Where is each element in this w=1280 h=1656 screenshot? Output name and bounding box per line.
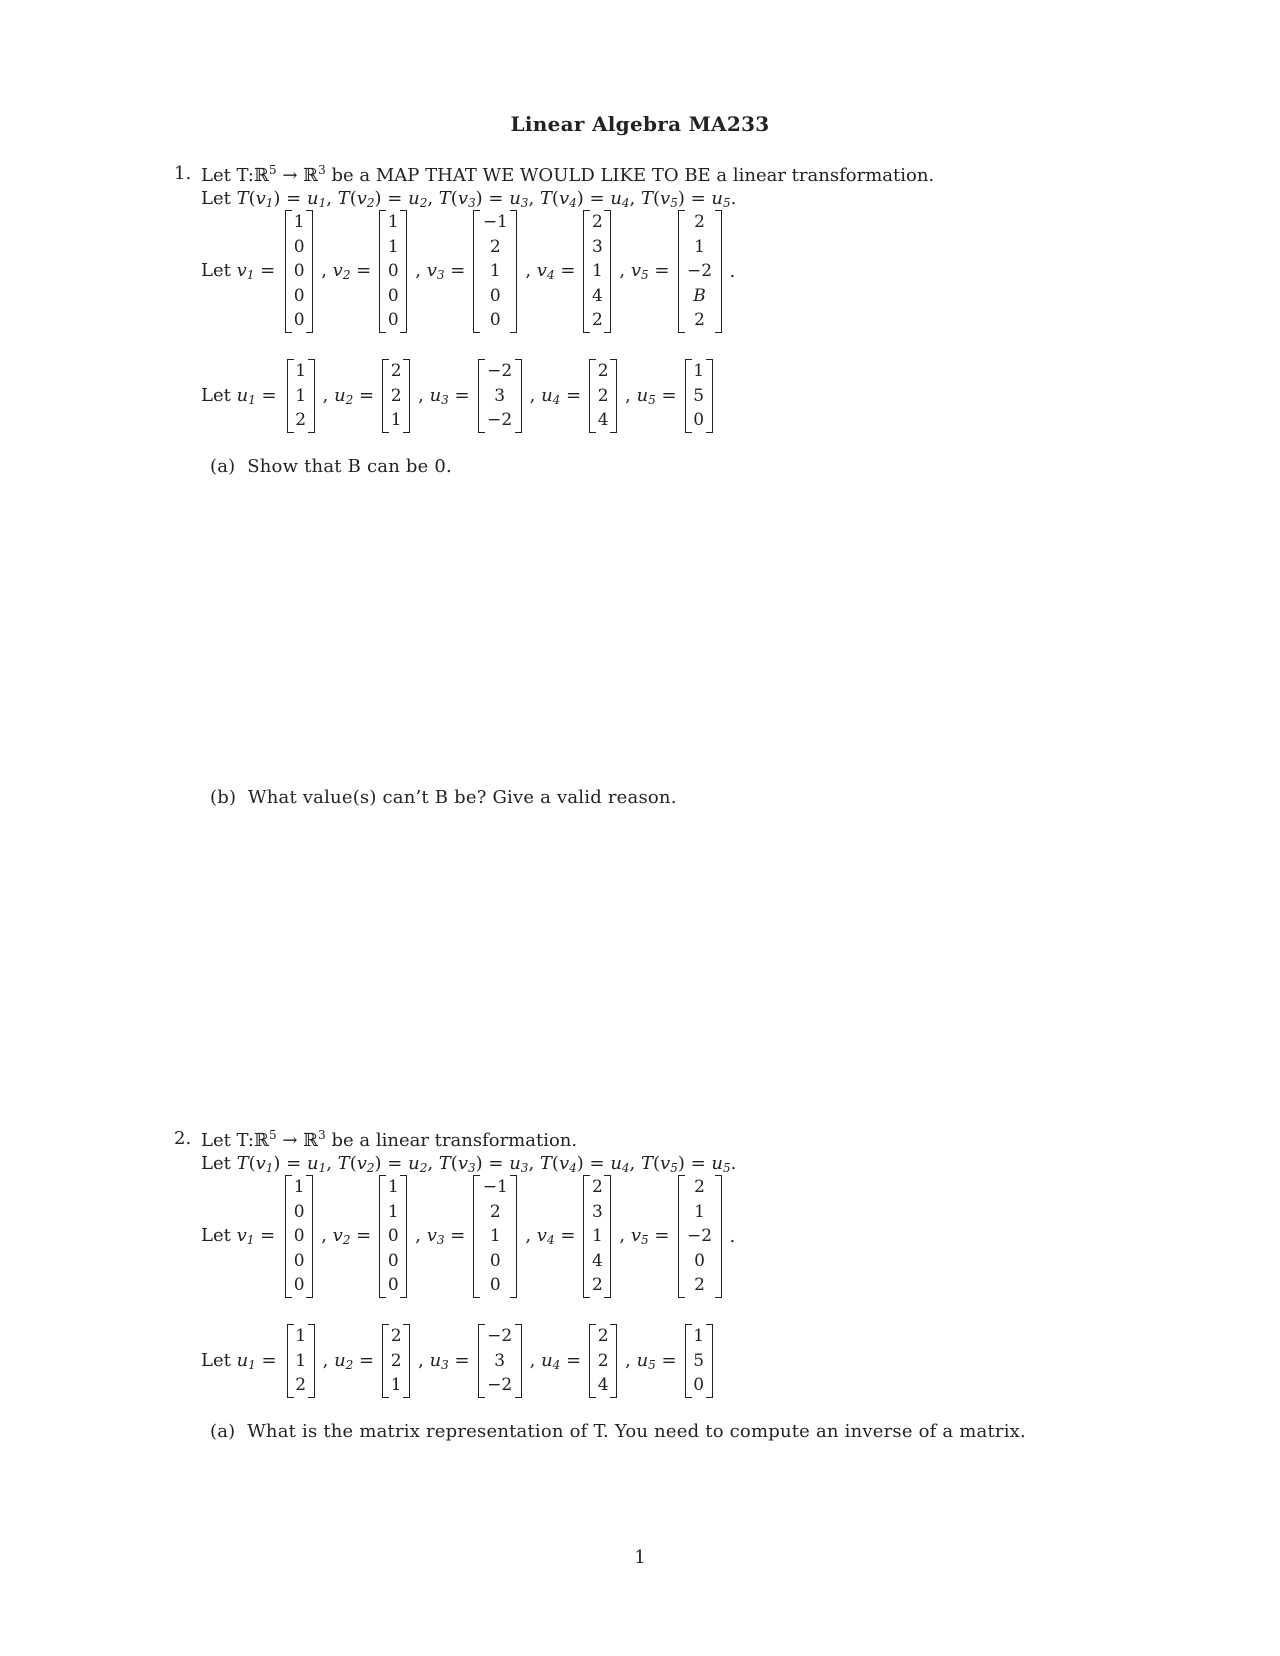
- vector-label-u3: , $u_3$ =: [418, 1349, 470, 1372]
- matrix-entry: 0: [489, 1275, 501, 1296]
- codomain-space: ℝ$^3$: [303, 163, 326, 186]
- matrix-u4: [589, 359, 617, 433]
- matrix-entry: 1: [694, 1201, 705, 1222]
- mapping-4: $T(v_4) = u_4$,: [539, 1153, 641, 1175]
- matrix-entry: 2: [390, 385, 402, 406]
- variable-v4: $v_4$: [558, 1153, 577, 1175]
- variable-v4: $v_4$: [536, 260, 555, 283]
- mapping-5: $T(v_5) = u_5$.: [641, 188, 737, 210]
- matrix-entry: 2: [694, 212, 705, 232]
- matrix-entry: 0: [293, 236, 305, 257]
- matrix-entry: B: [693, 285, 706, 306]
- vector-label-u5: , $u_5$ =: [625, 1349, 677, 1372]
- matrix-entry: −2: [487, 361, 513, 381]
- vector-label-v3: , $v_3$ =: [415, 260, 466, 283]
- matrix-entry: 0: [387, 1275, 399, 1296]
- variable-v1: $v_1$: [255, 188, 274, 210]
- matrix-entry: 1: [387, 212, 399, 232]
- variable-v4: $v_4$: [558, 188, 577, 210]
- variable-v1: $v_1$: [236, 1225, 255, 1248]
- matrix-entry: 5: [693, 385, 705, 406]
- matrix-u1: [287, 359, 315, 433]
- matrix-entry: 5: [693, 1350, 705, 1371]
- variable-u2: $u_2$: [334, 384, 354, 407]
- matrix-entry: 1: [489, 261, 501, 282]
- question-1-statement: [201, 163, 934, 186]
- matrix-entry: 2: [694, 1177, 705, 1197]
- matrix-v2: [379, 1175, 407, 1298]
- statement-prefix: Let T:: [201, 1130, 254, 1151]
- matrix-entry: 0: [694, 1250, 705, 1271]
- matrix-entry: 1: [694, 236, 705, 257]
- matrix-entry: 4: [592, 1250, 603, 1271]
- codomain-space: ℝ$^3$: [303, 1128, 326, 1151]
- variable-v5: $v_5$: [630, 260, 649, 283]
- matrix-entry: 1: [293, 1177, 305, 1197]
- variable-u2: $u_2$: [334, 1349, 354, 1372]
- matrix-v4: [583, 1175, 611, 1298]
- matrix-entry: 2: [592, 212, 603, 232]
- matrix-u1: [287, 1324, 315, 1398]
- matrix-entry: 0: [293, 1201, 305, 1222]
- vector-label-u2: , $u_2$ =: [322, 1349, 375, 1372]
- variable-v4: $v_4$: [536, 1225, 555, 1248]
- matrix-entry: 1: [387, 236, 399, 257]
- arrow-symbol: →: [282, 1130, 298, 1151]
- mapping-3: $T(v_3) = u_3$,: [438, 188, 540, 210]
- matrix-entry: 1: [387, 1177, 399, 1197]
- mapping-3: $T(v_3) = u_3$,: [438, 1153, 540, 1175]
- variable-v2: $v_2$: [356, 1153, 375, 1175]
- arrow-symbol: →: [282, 165, 298, 186]
- trailing-period: .: [729, 260, 736, 282]
- mapping-1: $T(v_1) = u_1$,: [236, 1153, 338, 1175]
- statement-suffix: be a MAP THAT WE WOULD LIKE TO BE a linear transformation.: [331, 165, 935, 186]
- page-number: 1: [634, 1547, 646, 1568]
- matrix-entry: 2: [694, 1275, 705, 1296]
- matrix-entry: 1: [387, 1201, 399, 1222]
- matrix-entry: 2: [592, 1275, 603, 1296]
- matrix-entry: 1: [293, 212, 305, 232]
- variable-u4: $u_4$: [610, 1153, 630, 1175]
- matrix-entry: 0: [293, 261, 305, 282]
- matrix-u3: [478, 359, 522, 433]
- vector-label-u5: , $u_5$ =: [625, 384, 677, 407]
- vector-label-u3: , $u_3$ =: [418, 384, 470, 407]
- matrix-entry: 1: [295, 1326, 307, 1346]
- matrix-entry: −1: [482, 212, 508, 232]
- variable-u4: $u_4$: [541, 1349, 561, 1372]
- matrix-entry: 2: [694, 310, 705, 331]
- matrix-entry: 2: [592, 310, 603, 331]
- statement-suffix: be a linear transformation.: [331, 1130, 578, 1151]
- matrix-entry: 2: [597, 1350, 609, 1371]
- matrix-entry: 1: [295, 385, 307, 406]
- variable-v3: $v_3$: [426, 260, 445, 283]
- variable-u3: $u_3$: [429, 384, 449, 407]
- matrix-entry: −2: [686, 1226, 713, 1247]
- vector-label-u4: , $u_4$ =: [529, 1349, 582, 1372]
- matrix-v3: [473, 1175, 517, 1298]
- variable-v1: $v_1$: [255, 1153, 274, 1175]
- variable-u3: $u_3$: [429, 1349, 449, 1372]
- matrix-entry: 1: [693, 1326, 705, 1346]
- matrix-entry: 0: [387, 310, 399, 331]
- matrix-entry: 1: [390, 1375, 402, 1396]
- matrix-entry: 2: [597, 385, 609, 406]
- matrix-entry: 2: [390, 1350, 402, 1371]
- matrix-v3: [473, 210, 517, 333]
- matrix-entry: 2: [489, 1201, 501, 1222]
- let-word: Let: [201, 1153, 237, 1174]
- matrix-entry: 3: [592, 236, 603, 257]
- question-2-u-vectors: [201, 1324, 717, 1398]
- variable-v1: $v_1$: [236, 260, 255, 283]
- matrix-entry: 3: [494, 385, 506, 406]
- mapping-5: $T(v_5) = u_5$.: [641, 1153, 737, 1175]
- matrix-v2: [379, 210, 407, 333]
- variable-u5: $u_5$: [711, 188, 731, 210]
- mapping-2: $T(v_2) = u_2$,: [337, 1153, 439, 1175]
- vector-label-v5: , $v_5$ =: [619, 260, 670, 283]
- matrix-entry: 2: [597, 361, 609, 381]
- matrix-entry: 0: [387, 285, 399, 306]
- matrix-entry: 0: [293, 285, 305, 306]
- matrix-entry: −1: [482, 1177, 508, 1197]
- matrix-entry: 0: [489, 310, 501, 331]
- vector-label-v2: , $v_2$ =: [321, 1225, 372, 1248]
- vector-label-v4: , $v_4$ =: [525, 1225, 576, 1248]
- matrix-v1: [285, 210, 313, 333]
- question-2-v-vectors: [201, 1175, 739, 1298]
- variable-u4: $u_4$: [610, 188, 630, 210]
- matrix-entry: 2: [390, 361, 402, 381]
- variable-u1: $u_1$: [236, 384, 256, 407]
- variable-u2: $u_2$: [408, 1153, 428, 1175]
- matrix-entry: 0: [693, 1375, 705, 1396]
- question-1-images-line: [201, 188, 736, 210]
- variable-v3: $v_3$: [426, 1225, 445, 1248]
- variable-u2: $u_2$: [408, 188, 428, 210]
- question-1-number: 1.: [174, 163, 192, 184]
- matrix-entry: 3: [592, 1201, 603, 1222]
- variable-u4: $u_4$: [541, 384, 561, 407]
- matrix-u3: [478, 1324, 522, 1398]
- domain-space: ℝ$^5$: [254, 163, 277, 186]
- matrix-entry: 1: [693, 361, 705, 381]
- matrix-entry: 1: [390, 410, 402, 431]
- matrix-entry: 2: [592, 1177, 603, 1197]
- question-2-images-line: [201, 1153, 736, 1175]
- matrix-entry: 0: [387, 1226, 399, 1247]
- variable-u3: $u_3$: [509, 188, 529, 210]
- vector-label-v1: Let $v_1$ =: [201, 1225, 276, 1248]
- variable-u1: $u_1$: [306, 1153, 327, 1175]
- matrix-u2: [382, 359, 410, 433]
- matrix-v5: [678, 1175, 722, 1298]
- matrix-entry: −2: [686, 261, 713, 282]
- matrix-u2: [382, 1324, 410, 1398]
- matrix-entry: 0: [489, 1250, 501, 1271]
- variable-v2: $v_2$: [356, 188, 375, 210]
- matrix-v1: [285, 1175, 313, 1298]
- question-1-part-b: (b) What value(s) can’t B be? Give a valid reason.: [210, 787, 677, 808]
- matrix-entry: −2: [487, 1375, 513, 1396]
- matrix-entry: 1: [295, 361, 307, 381]
- vector-label-u4: , $u_4$ =: [529, 384, 582, 407]
- matrix-entry: 0: [293, 1275, 305, 1296]
- question-1-part-a: (a) Show that B can be 0.: [210, 456, 452, 477]
- matrix-entry: 3: [494, 1350, 506, 1371]
- page-title: Linear Algebra MA233: [510, 112, 770, 136]
- variable-u3: $u_3$: [509, 1153, 529, 1175]
- vector-label-v2: , $v_2$ =: [321, 260, 372, 283]
- matrix-v5: [678, 210, 722, 333]
- question-2-number: 2.: [174, 1128, 192, 1149]
- matrix-entry: 1: [592, 261, 603, 282]
- matrix-entry: 1: [592, 1226, 603, 1247]
- matrix-v4: [583, 210, 611, 333]
- matrix-entry: 2: [597, 1326, 609, 1346]
- matrix-entry: 0: [387, 1250, 399, 1271]
- matrix-entry: −2: [487, 410, 513, 431]
- mapping-4: $T(v_4) = u_4$,: [539, 188, 641, 210]
- matrix-entry: 2: [390, 1326, 402, 1346]
- matrix-entry: 0: [489, 285, 501, 306]
- matrix-entry: 0: [387, 261, 399, 282]
- matrix-entry: 4: [597, 1375, 609, 1396]
- matrix-entry: −2: [487, 1326, 513, 1346]
- trailing-period: .: [729, 1225, 736, 1247]
- matrix-entry: 2: [295, 410, 307, 431]
- variable-u5: $u_5$: [636, 1349, 656, 1372]
- question-1-v-vectors: [201, 210, 739, 333]
- matrix-entry: 2: [295, 1375, 307, 1396]
- matrix-entry: 1: [295, 1350, 307, 1371]
- matrix-u5: [685, 1324, 713, 1398]
- question-2-statement: [201, 1128, 577, 1151]
- vector-label-u2: , $u_2$ =: [322, 384, 375, 407]
- variable-v3: $v_3$: [457, 188, 476, 210]
- statement-prefix: Let T:: [201, 165, 254, 186]
- variable-u1: $u_1$: [306, 188, 327, 210]
- variable-v2: $v_2$: [332, 260, 351, 283]
- matrix-entry: 0: [293, 310, 305, 331]
- variable-v5: $v_5$: [660, 1153, 678, 1175]
- let-word: Let: [201, 188, 237, 209]
- variable-v5: $v_5$: [630, 1225, 649, 1248]
- vector-label-v4: , $v_4$ =: [525, 260, 576, 283]
- vector-label-u1: Let $u_1$ =: [201, 1349, 277, 1372]
- vector-label-v1: Let $v_1$ =: [201, 260, 276, 283]
- matrix-u5: [685, 359, 713, 433]
- variable-u5: $u_5$: [636, 384, 656, 407]
- vector-label-v3: , $v_3$ =: [415, 1225, 466, 1248]
- matrix-entry: 4: [597, 410, 609, 431]
- matrix-entry: 0: [693, 410, 705, 431]
- variable-u1: $u_1$: [236, 1349, 256, 1372]
- mapping-2: $T(v_2) = u_2$,: [337, 188, 439, 210]
- variable-v5: $v_5$: [660, 188, 678, 210]
- vector-label-v5: , $v_5$ =: [619, 1225, 670, 1248]
- question-2-part-a: (a) What is the matrix representation of T. You need to compute an inverse of a matrix.: [210, 1421, 1026, 1442]
- vector-label-u1: Let $u_1$ =: [201, 384, 277, 407]
- variable-v3: $v_3$: [457, 1153, 476, 1175]
- variable-u5: $u_5$: [711, 1153, 731, 1175]
- domain-space: ℝ$^5$: [254, 1128, 277, 1151]
- matrix-entry: 4: [592, 285, 603, 306]
- matrix-u4: [589, 1324, 617, 1398]
- matrix-entry: 1: [489, 1226, 501, 1247]
- matrix-entry: 2: [489, 236, 501, 257]
- matrix-entry: 0: [293, 1226, 305, 1247]
- matrix-entry: 0: [293, 1250, 305, 1271]
- variable-v2: $v_2$: [332, 1225, 351, 1248]
- question-1-u-vectors: [201, 359, 717, 433]
- mapping-1: $T(v_1) = u_1$,: [236, 188, 338, 210]
